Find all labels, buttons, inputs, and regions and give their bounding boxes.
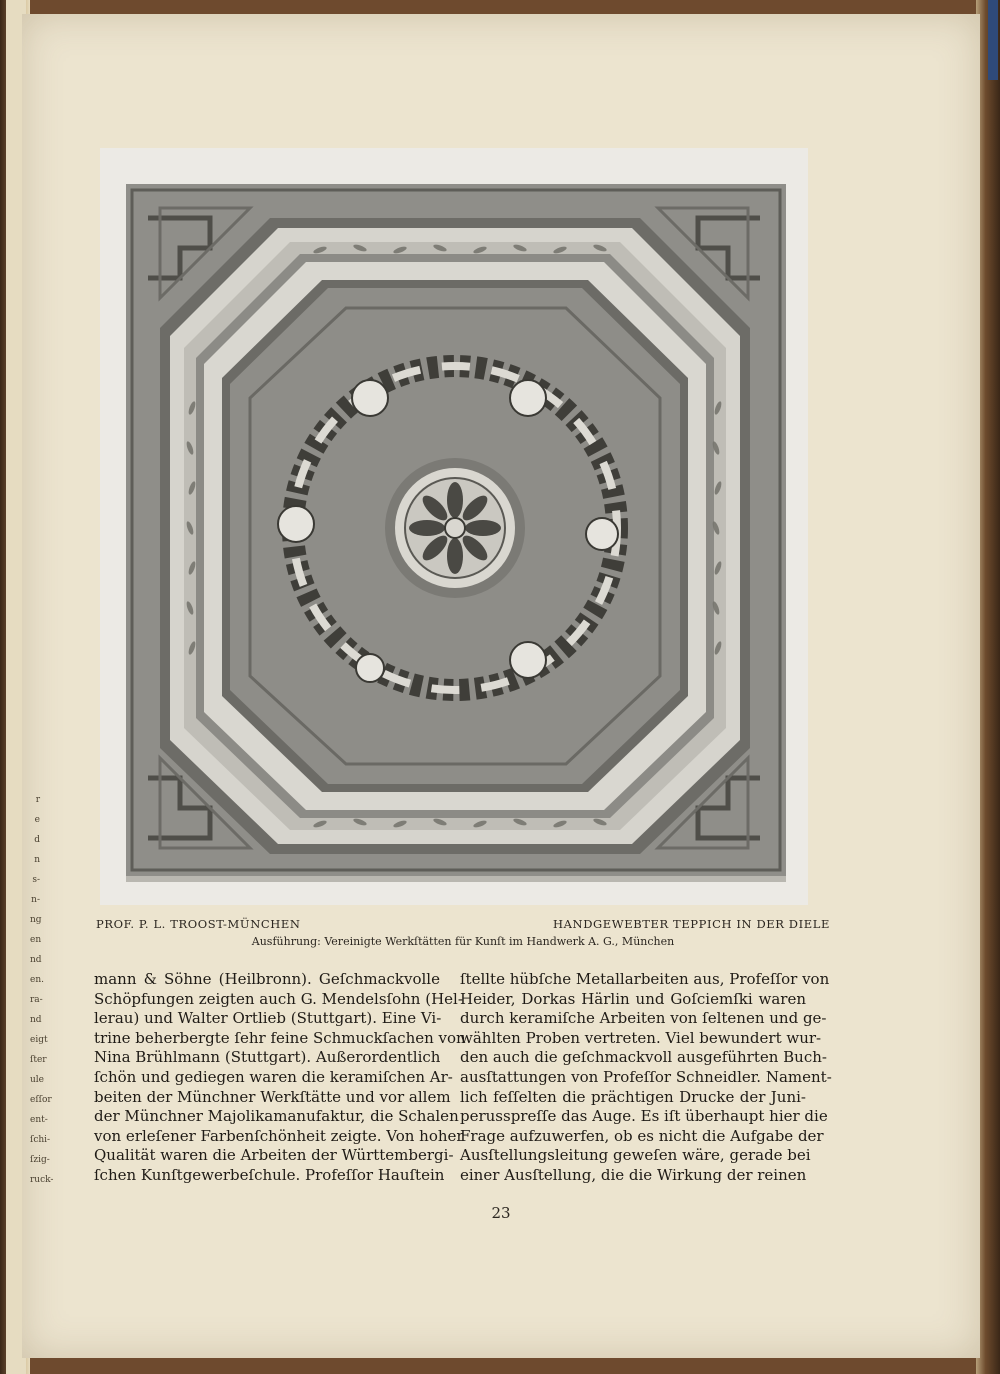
text-column-right	[460, 970, 832, 1186]
margin-fragment: en	[30, 935, 42, 945]
margin-fragment: r	[35, 795, 40, 805]
margin-fragment: ſzig-	[30, 1155, 50, 1165]
margin-fragment: ra-	[30, 995, 43, 1005]
margin-fragment: ule	[30, 1075, 45, 1085]
text-line: lerau) und Walter Ortlieb (Stuttgart). Eine Vi-	[94, 1009, 442, 1028]
margin-fragment: ſter	[30, 1055, 47, 1065]
margin-fragment: e	[34, 815, 40, 825]
text-line: Nina Brühlmann (Stuttgart). Außerordentlich	[94, 1048, 441, 1067]
text-line: ſchön und gediegen waren die keramiſchen Ar-	[94, 1067, 453, 1086]
caption-artist: PROF. P. L. TROOST-MÜNCHEN	[96, 917, 301, 931]
margin-fragment: nd	[30, 1015, 42, 1025]
text-line: Ausſtellungsleitung geweſen wäre, gerade bei	[460, 1146, 811, 1165]
text-line: ausſtattungen von Profeſſor Schneidler. Nament-	[460, 1067, 832, 1086]
text-line: einer Ausſtellung, die die Wirkung der reinen	[460, 1165, 807, 1184]
text-line: der Münchner Majolikamanufaktur, die Schalen	[94, 1107, 459, 1126]
text-column-left	[94, 970, 466, 1186]
text-line: perusspreſſe das Auge. Es iſt überhaupt hier die	[460, 1107, 828, 1126]
text-line: ſchen Kunſtgewerbeſchule. Profeſſor Hauſtein	[94, 1165, 445, 1184]
text-line: Frage aufzuwerfen, ob es nicht die Aufgabe der	[460, 1126, 824, 1145]
text-line: trine beherbergte ſehr feine Schmuckſachen von	[94, 1028, 466, 1047]
carpet-photograph	[100, 148, 808, 905]
text-line: mann & Söhne (Heilbronn). Geſchmackvolle	[94, 970, 440, 988]
caption-execution: Ausführung: Vereinigte Werkſtätten für Kunſt im Handwerk A. G., München	[251, 935, 675, 948]
text-line: Schöpfungen zeigten auch G. Mendelsſohn (Hel-	[94, 989, 463, 1008]
margin-fragment: eſſor	[30, 1095, 52, 1105]
margin-fragment: d	[34, 835, 40, 845]
margin-fragment: s-	[32, 875, 40, 885]
margin-fragment: nd	[30, 955, 42, 965]
margin-fragment: n-	[31, 895, 40, 905]
text-line: beiten der Münchner Werkſtätte und vor allem	[94, 1087, 451, 1106]
text-line: den auch die geſchmackvoll ausgeführten Buch-	[460, 1048, 827, 1067]
text-line: von erleſener Farbenſchönheit zeigte. Von hoher	[94, 1126, 464, 1145]
text-line: ſtellte hübſche Metallarbeiten aus, Profeſſor von	[460, 970, 830, 988]
margin-fragment: ſchi-	[30, 1135, 51, 1145]
caption-title: HANDGEWEBTER TEPPICH IN DER DIELE	[553, 917, 830, 931]
text-line: wählten Proben vertreten. Viel bewundert wur-	[460, 1028, 822, 1047]
bookmark-ribbon	[988, 0, 998, 80]
margin-fragment: eigt	[30, 1035, 48, 1045]
book-page	[22, 14, 980, 1358]
text-line: lich feſſelten die prächtigen Drucke der Juni-	[460, 1087, 806, 1106]
page-number: 23	[491, 1204, 511, 1222]
text-line: durch keramiſche Arbeiten von ſeltenen und ge-	[460, 1009, 827, 1028]
margin-fragment: n	[34, 855, 40, 865]
figure-caption	[96, 917, 830, 931]
margin-fragment: ruck-	[30, 1175, 54, 1185]
margin-fragment: en.	[30, 975, 44, 985]
margin-fragment: ent-	[30, 1115, 48, 1125]
margin-fragment: ng	[30, 915, 42, 925]
carpet-illustration	[100, 148, 808, 905]
text-line: Qualität waren die Arbeiten der Württembergi-	[94, 1146, 454, 1165]
text-line: Heider, Dorkas Härlin und Goſciemſki waren	[460, 989, 806, 1008]
